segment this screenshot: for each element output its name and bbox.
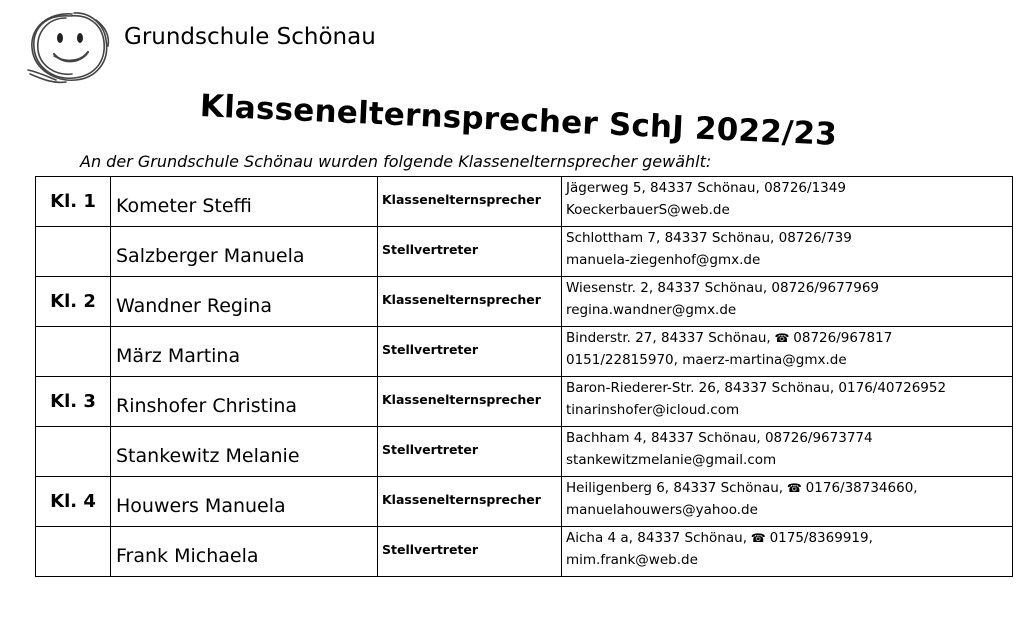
address-text: Schlottham 7, 84337 Schönau, 08726/739 xyxy=(566,230,852,246)
intro-text: An der Grundschule Schönau wurden folgende Klassenelternsprecher gewählt: xyxy=(80,152,712,171)
parent-name: Rinshofer Christina xyxy=(116,394,298,417)
table-row xyxy=(36,527,1013,577)
role-label: Stellvertreter xyxy=(382,442,479,457)
contact-cell xyxy=(562,377,1013,427)
class-cell xyxy=(36,327,111,377)
contact-cell xyxy=(562,477,1013,527)
role-cell xyxy=(378,377,562,427)
table-row xyxy=(36,427,1013,477)
address-text: Heiligenberg 6, 84337 Schönau, xyxy=(566,480,784,496)
address-line xyxy=(566,377,1012,399)
name-cell xyxy=(111,477,378,527)
table-row xyxy=(36,377,1013,427)
table-row xyxy=(36,227,1013,277)
name-cell xyxy=(111,377,378,427)
class-cell xyxy=(36,527,111,577)
page-title: Klassenelternsprecher SchJ 2022/23 xyxy=(199,88,838,153)
role-cell xyxy=(378,527,562,577)
contact-cell xyxy=(562,327,1013,377)
address-text: Wiesenstr. 2, 84337 Schönau, 08726/9677969 xyxy=(566,280,880,296)
table-row xyxy=(36,277,1013,327)
table-row xyxy=(36,327,1013,377)
contact-line: regina.wandner@gmx.de xyxy=(566,302,737,318)
role-label: Klassenelternsprecher xyxy=(382,492,541,507)
role-label: Stellvertreter xyxy=(382,542,479,557)
class-cell: Kl. 2 xyxy=(36,277,111,327)
address-text: Aicha 4 a, 84337 Schönau, xyxy=(566,530,747,546)
contact-line: mim.frank@web.de xyxy=(566,552,698,568)
address-line xyxy=(566,477,1012,499)
table-row xyxy=(36,477,1013,527)
role-label: Klassenelternsprecher xyxy=(382,192,541,207)
address-line xyxy=(566,227,1012,249)
smiley-face-logo xyxy=(26,10,112,86)
school-name: Grundschule Schönau xyxy=(124,24,376,50)
address-line xyxy=(566,427,1012,449)
contact-cell xyxy=(562,427,1013,477)
phone-number: 08726/967817 xyxy=(793,330,893,346)
name-cell xyxy=(111,227,378,277)
role-cell xyxy=(378,477,562,527)
phone-number: 0176/38734660, xyxy=(805,480,918,496)
phone-icon: ☎ xyxy=(783,481,806,495)
contact-line: 0151/22815970, maerz-martina@gmx.de xyxy=(566,352,847,368)
role-label: Stellvertreter xyxy=(382,342,479,357)
role-label: Klassenelternsprecher xyxy=(382,392,541,407)
name-cell xyxy=(111,527,378,577)
contact-cell xyxy=(562,277,1013,327)
contact-line: tinarinshofer@icloud.com xyxy=(566,402,740,418)
contact-line: KoeckerbauerS@web.de xyxy=(566,202,730,218)
class-cell xyxy=(36,427,111,477)
name-cell xyxy=(111,177,378,227)
address-line xyxy=(566,527,1012,549)
parent-name: Stankewitz Melanie xyxy=(116,444,300,467)
address-line xyxy=(566,327,1012,349)
role-cell xyxy=(378,327,562,377)
phone-icon: ☎ xyxy=(770,331,794,345)
address-text: Baron-Riederer-Str. 26, 84337 Schönau, 0176/40726952 xyxy=(566,380,947,396)
parent-name: Wandner Regina xyxy=(116,294,272,317)
class-cell: Kl. 1 xyxy=(36,177,111,227)
name-cell xyxy=(111,427,378,477)
phone-icon: ☎ xyxy=(746,531,770,545)
address-text: Bachham 4, 84337 Schönau, 08726/9673774 xyxy=(566,430,873,446)
role-cell xyxy=(378,427,562,477)
contact-cell xyxy=(562,527,1013,577)
contact-cell xyxy=(562,177,1013,227)
table-row xyxy=(36,177,1013,227)
role-label: Klassenelternsprecher xyxy=(382,292,541,307)
name-cell xyxy=(111,327,378,377)
class-cell: Kl. 4 xyxy=(36,477,111,527)
contact-line: stankewitzmelanie@gmail.com xyxy=(566,452,777,468)
address-line xyxy=(566,177,1012,199)
parent-name: Kometer Steffi xyxy=(116,194,252,217)
parent-name: Houwers Manuela xyxy=(116,494,286,517)
address-text: Jägerweg 5, 84337 Schönau, 08726/1349 xyxy=(566,180,846,196)
address-line xyxy=(566,277,1012,299)
contact-line: manuelahouwers@yahoo.de xyxy=(566,502,758,518)
role-cell xyxy=(378,177,562,227)
address-text: Binderstr. 27, 84337 Schönau, xyxy=(566,330,771,346)
role-cell xyxy=(378,277,562,327)
class-cell: Kl. 3 xyxy=(36,377,111,427)
contact-cell xyxy=(562,227,1013,277)
role-cell xyxy=(378,227,562,277)
class-cell xyxy=(36,227,111,277)
parent-name: Salzberger Manuela xyxy=(116,244,305,267)
phone-number: 0175/8369919, xyxy=(769,530,873,546)
contact-line: manuela-ziegenhof@gmx.de xyxy=(566,252,761,268)
representatives-table xyxy=(35,176,1013,577)
name-cell xyxy=(111,277,378,327)
parent-name: März Martina xyxy=(116,344,241,367)
role-label: Stellvertreter xyxy=(382,242,479,257)
parent-name: Frank Michaela xyxy=(116,544,259,567)
